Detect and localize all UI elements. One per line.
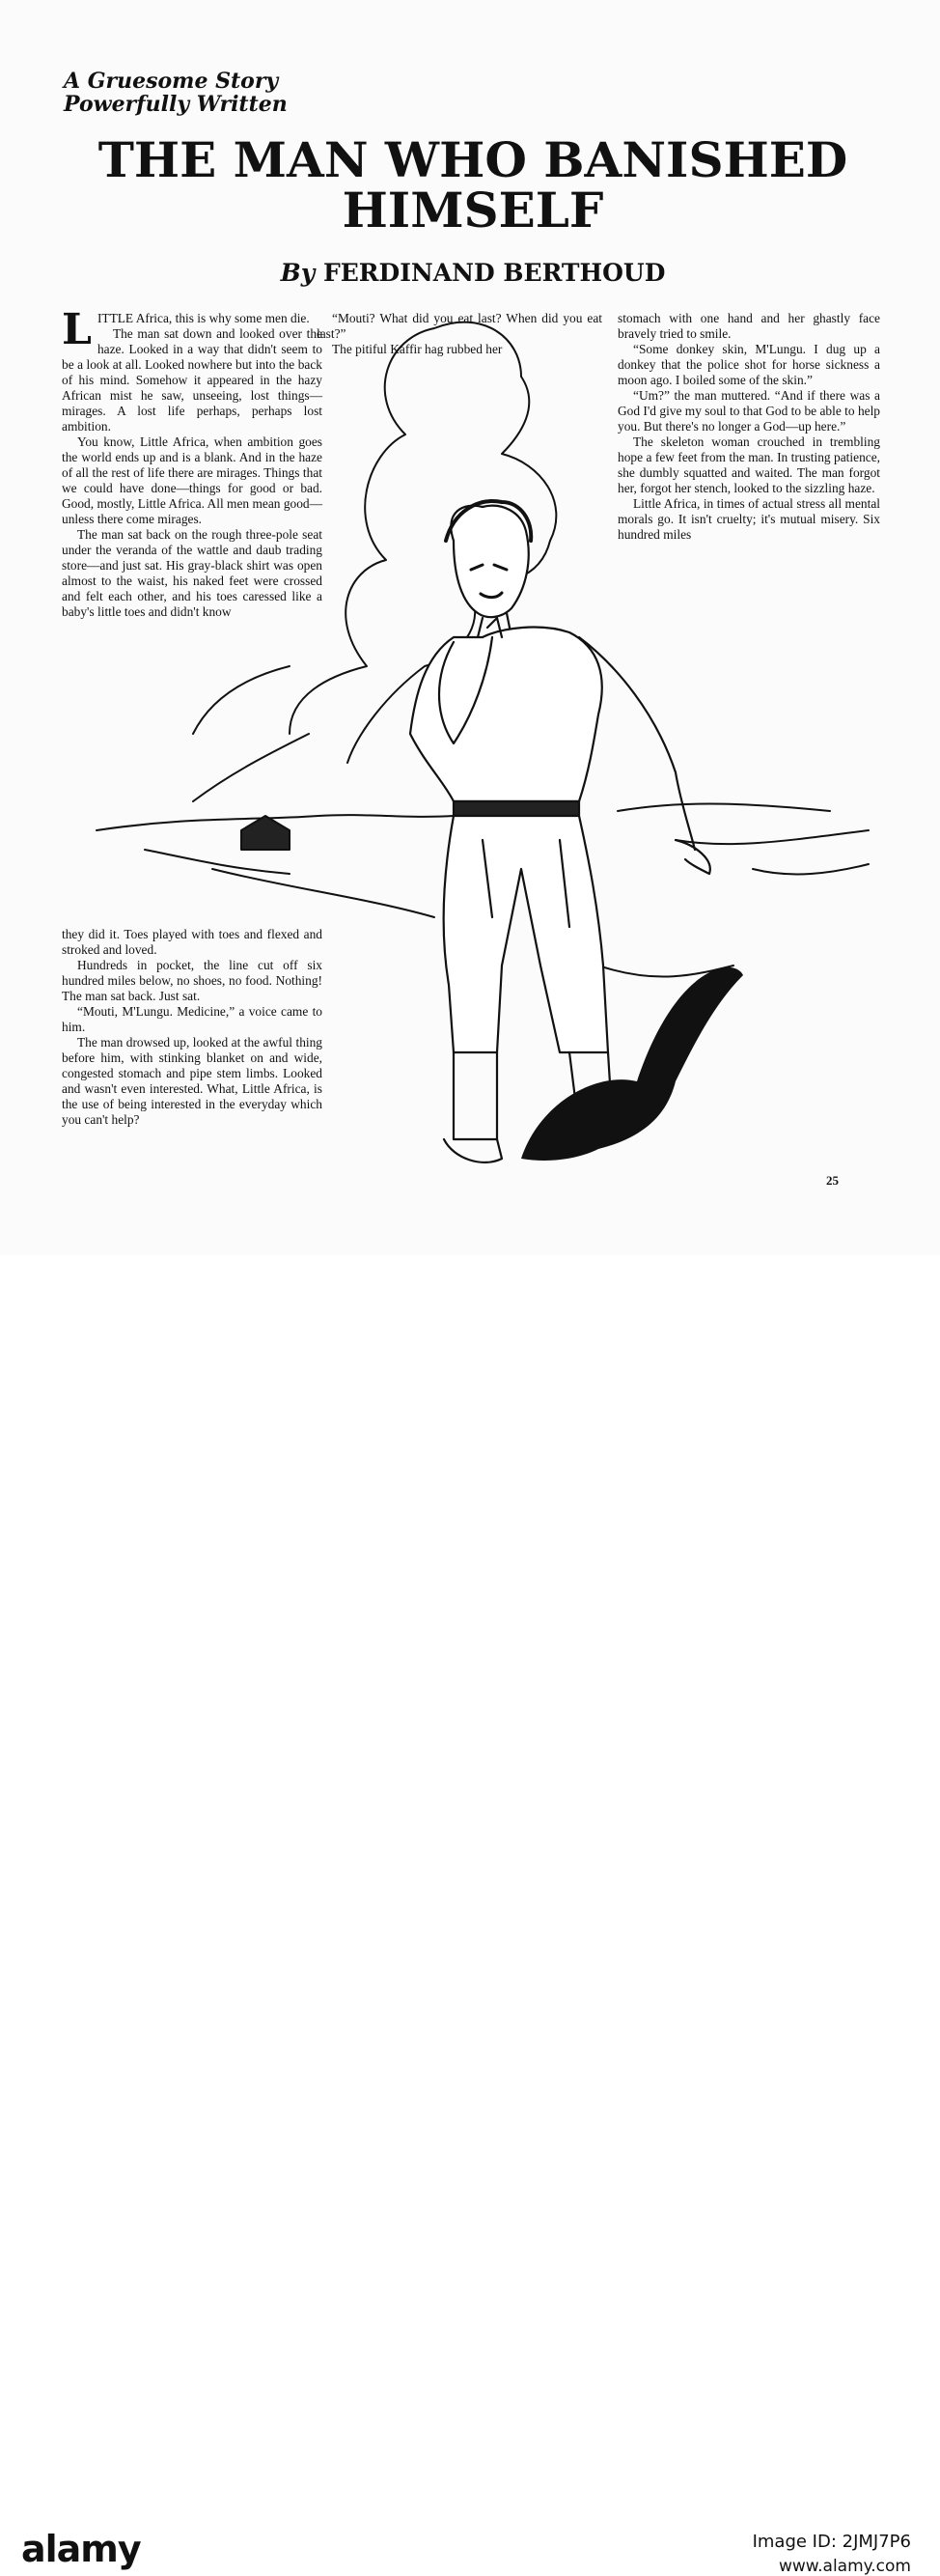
paragraph [62,305,322,354]
paragraph: “Mouti? What did you eat last? When did you eat last?” [317,311,602,341]
paragraph-text: ITTLE Africa, this is why some men die. [97,311,310,325]
byline [39,259,907,287]
byline-author: FERDINAND BERTHOUD [322,259,666,287]
paragraph: You know, Little Africa, when ambition goes the world ends up and is a blank. And in the haze of all the rest of life there are mirages. Things that we could have done—things for good or bad. Good, mostly, Little Africa. All men mean good—unless there come mirages. [62,434,322,526]
page-number: 25 [826,1173,839,1188]
drop-cap: L [62,305,92,354]
paragraph: The skeleton woman crouched in trembling hope a few feet from the man. In trusting patience, she dumbly squatted and waited. The man forgot her, forgot her stench, looked to the sizzling haze. [618,434,880,495]
text-column-1 [62,305,322,620]
text-column-4 [62,927,322,1128]
hut [241,816,290,850]
paragraph: “Mouti, M'Lungu. Medicine,” a voice came to him. [62,1004,322,1034]
paragraph: The man sat down and looked over the haze. Looked in a way that didn't seem to be a look at all. Looked nowhere but into the back of his mind. Somehow it appeared in the hazy African mist he saw, unseeing, lost things—mirages. A lost life perhaps, perhaps lost ambition. [62,326,322,434]
text-column-2 [317,311,602,357]
magazine-page [0,0,940,1255]
paragraph: stomach with one hand and her ghastly face bravely tried to smile. [618,311,880,341]
article-title [39,131,907,238]
title-line-2: HIMSELF [342,182,604,238]
paragraph: Hundreds in pocket, the line cut off six hundred miles below, no shoes, no food. Nothing! The man sat back. Just sat. [62,958,322,1003]
paragraph: Little Africa, in times of actual stress all mental morals go. It isn't cruelty; it's mutual misery. Six hundred miles [618,496,880,542]
brand-logo: alamy [21,2528,141,2570]
site-url: www.alamy.com [778,2557,911,2576]
kicker [64,70,288,116]
image-id: Image ID: 2JMJ7P6 [752,2532,911,2552]
paragraph: “Some donkey skin, M'Lungu. I dug up a donkey that the police shot for horse sickness a moon ago. I boiled some of the skin.” [618,342,880,387]
paragraph: The pitiful Kaffir hag rubbed her [332,342,503,356]
paragraph: The man sat back on the rough three-pole seat under the veranda of the wattle and daub trading store—and just sat. His gray-black shirt was open almost to the waist, his naked feet were crossed and felt each other, and his toes caressed like a baby's little toes and didn't know [62,527,322,619]
paragraph: The man drowsed up, looked at the awful thing before him, with stinking blanket on and wide, congested stomach and pipe stem limbs. Looked and wasn't even interested. What, Little Africa, is the use of being interested in the everyday which you can't help? [62,1035,322,1127]
stock-footer [0,1255,940,2576]
title-line-1: THE MAN WHO BANISHED [97,131,848,188]
kicker-line-2: Powerfully Written [64,92,288,117]
paragraph: they did it. Toes played with toes and flexed and stroked and loved. [62,927,322,957]
text-column-3 [618,311,880,543]
paragraph: “Um?” the man muttered. “And if there was a God I'd give my soul to that God to be able to help you. But there's no longer a God—up here.” [618,388,880,434]
kicker-line-1: A Gruesome Story [64,69,279,94]
byline-by: By [280,259,316,287]
